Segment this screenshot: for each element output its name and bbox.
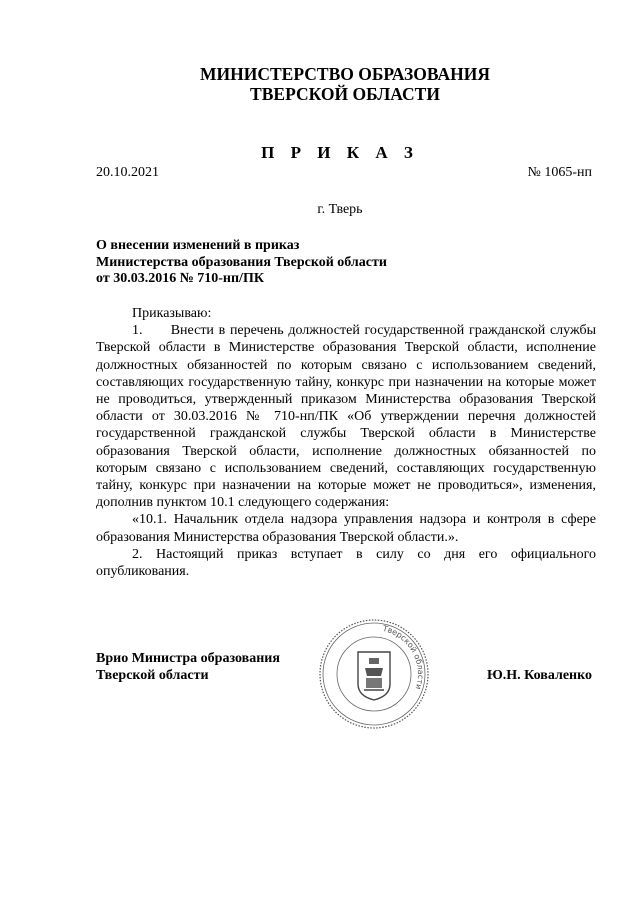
order-item-1: 1. Внести в перечень должностей государственной гражданской службы Тверской области в Министерстве образования Тверской области, исполнение должностных обязанностей по которым связано с использованием сведений, составляющих государственную тайну, конкурс при назначении на которые может не проводиться, утвержденный приказом Министерства образования Тверской области от 30.03.2016 № 710-нп/ПК «Об утверждении перечня должностей государственной гражданской службы Тверской области в Министерстве образования Тверской области, исполнение должностных обязанностей по которым связано с использованием сведений, составляющих государственную тайну, конкурс при назначении на которые может не проводиться», изменения, дополнив пунктом 10.1 следующего содержания: bbox=[96, 323, 596, 511]
position-line: Тверской области bbox=[96, 668, 209, 683]
signatory-position bbox=[96, 650, 280, 684]
subject-line: О внесении изменений в приказ bbox=[96, 238, 300, 253]
order-title: П Р И К А З bbox=[261, 143, 419, 162]
order-body bbox=[96, 305, 596, 580]
subject-line: Министерства образования Тверской области bbox=[96, 254, 387, 270]
order-city: г. Тверь bbox=[317, 202, 363, 217]
coat-of-arms-icon bbox=[358, 652, 390, 700]
ministry-header bbox=[0, 64, 640, 104]
region-name: ТВЕРСКОЙ ОБЛАСТИ bbox=[250, 84, 440, 104]
order-subject bbox=[96, 238, 387, 288]
ministry-name: МИНИСТЕРСТВО ОБРАЗОВАНИЯ bbox=[200, 64, 490, 84]
order-quote: «10.1. Начальник отдела надзора управления надзора и контроля в сфере образования Министерства образования Тверской области.». bbox=[96, 512, 596, 545]
position-line: Врио Министра образования bbox=[96, 651, 280, 666]
order-number: № 1065-нп bbox=[527, 165, 592, 180]
order-date: 20.10.2021 bbox=[96, 165, 159, 180]
seal-text: Тверской области bbox=[381, 623, 426, 691]
subject-line: от 30.03.2016 № 710-нп/ПК bbox=[96, 271, 264, 286]
order-intro: Приказываю: bbox=[132, 306, 212, 321]
signatory-name: Ю.Н. Коваленко bbox=[487, 668, 592, 683]
official-seal-icon bbox=[318, 618, 430, 730]
order-item-2: 2. Настоящий приказ вступает в силу со дня его официального опубликования. bbox=[96, 546, 596, 580]
